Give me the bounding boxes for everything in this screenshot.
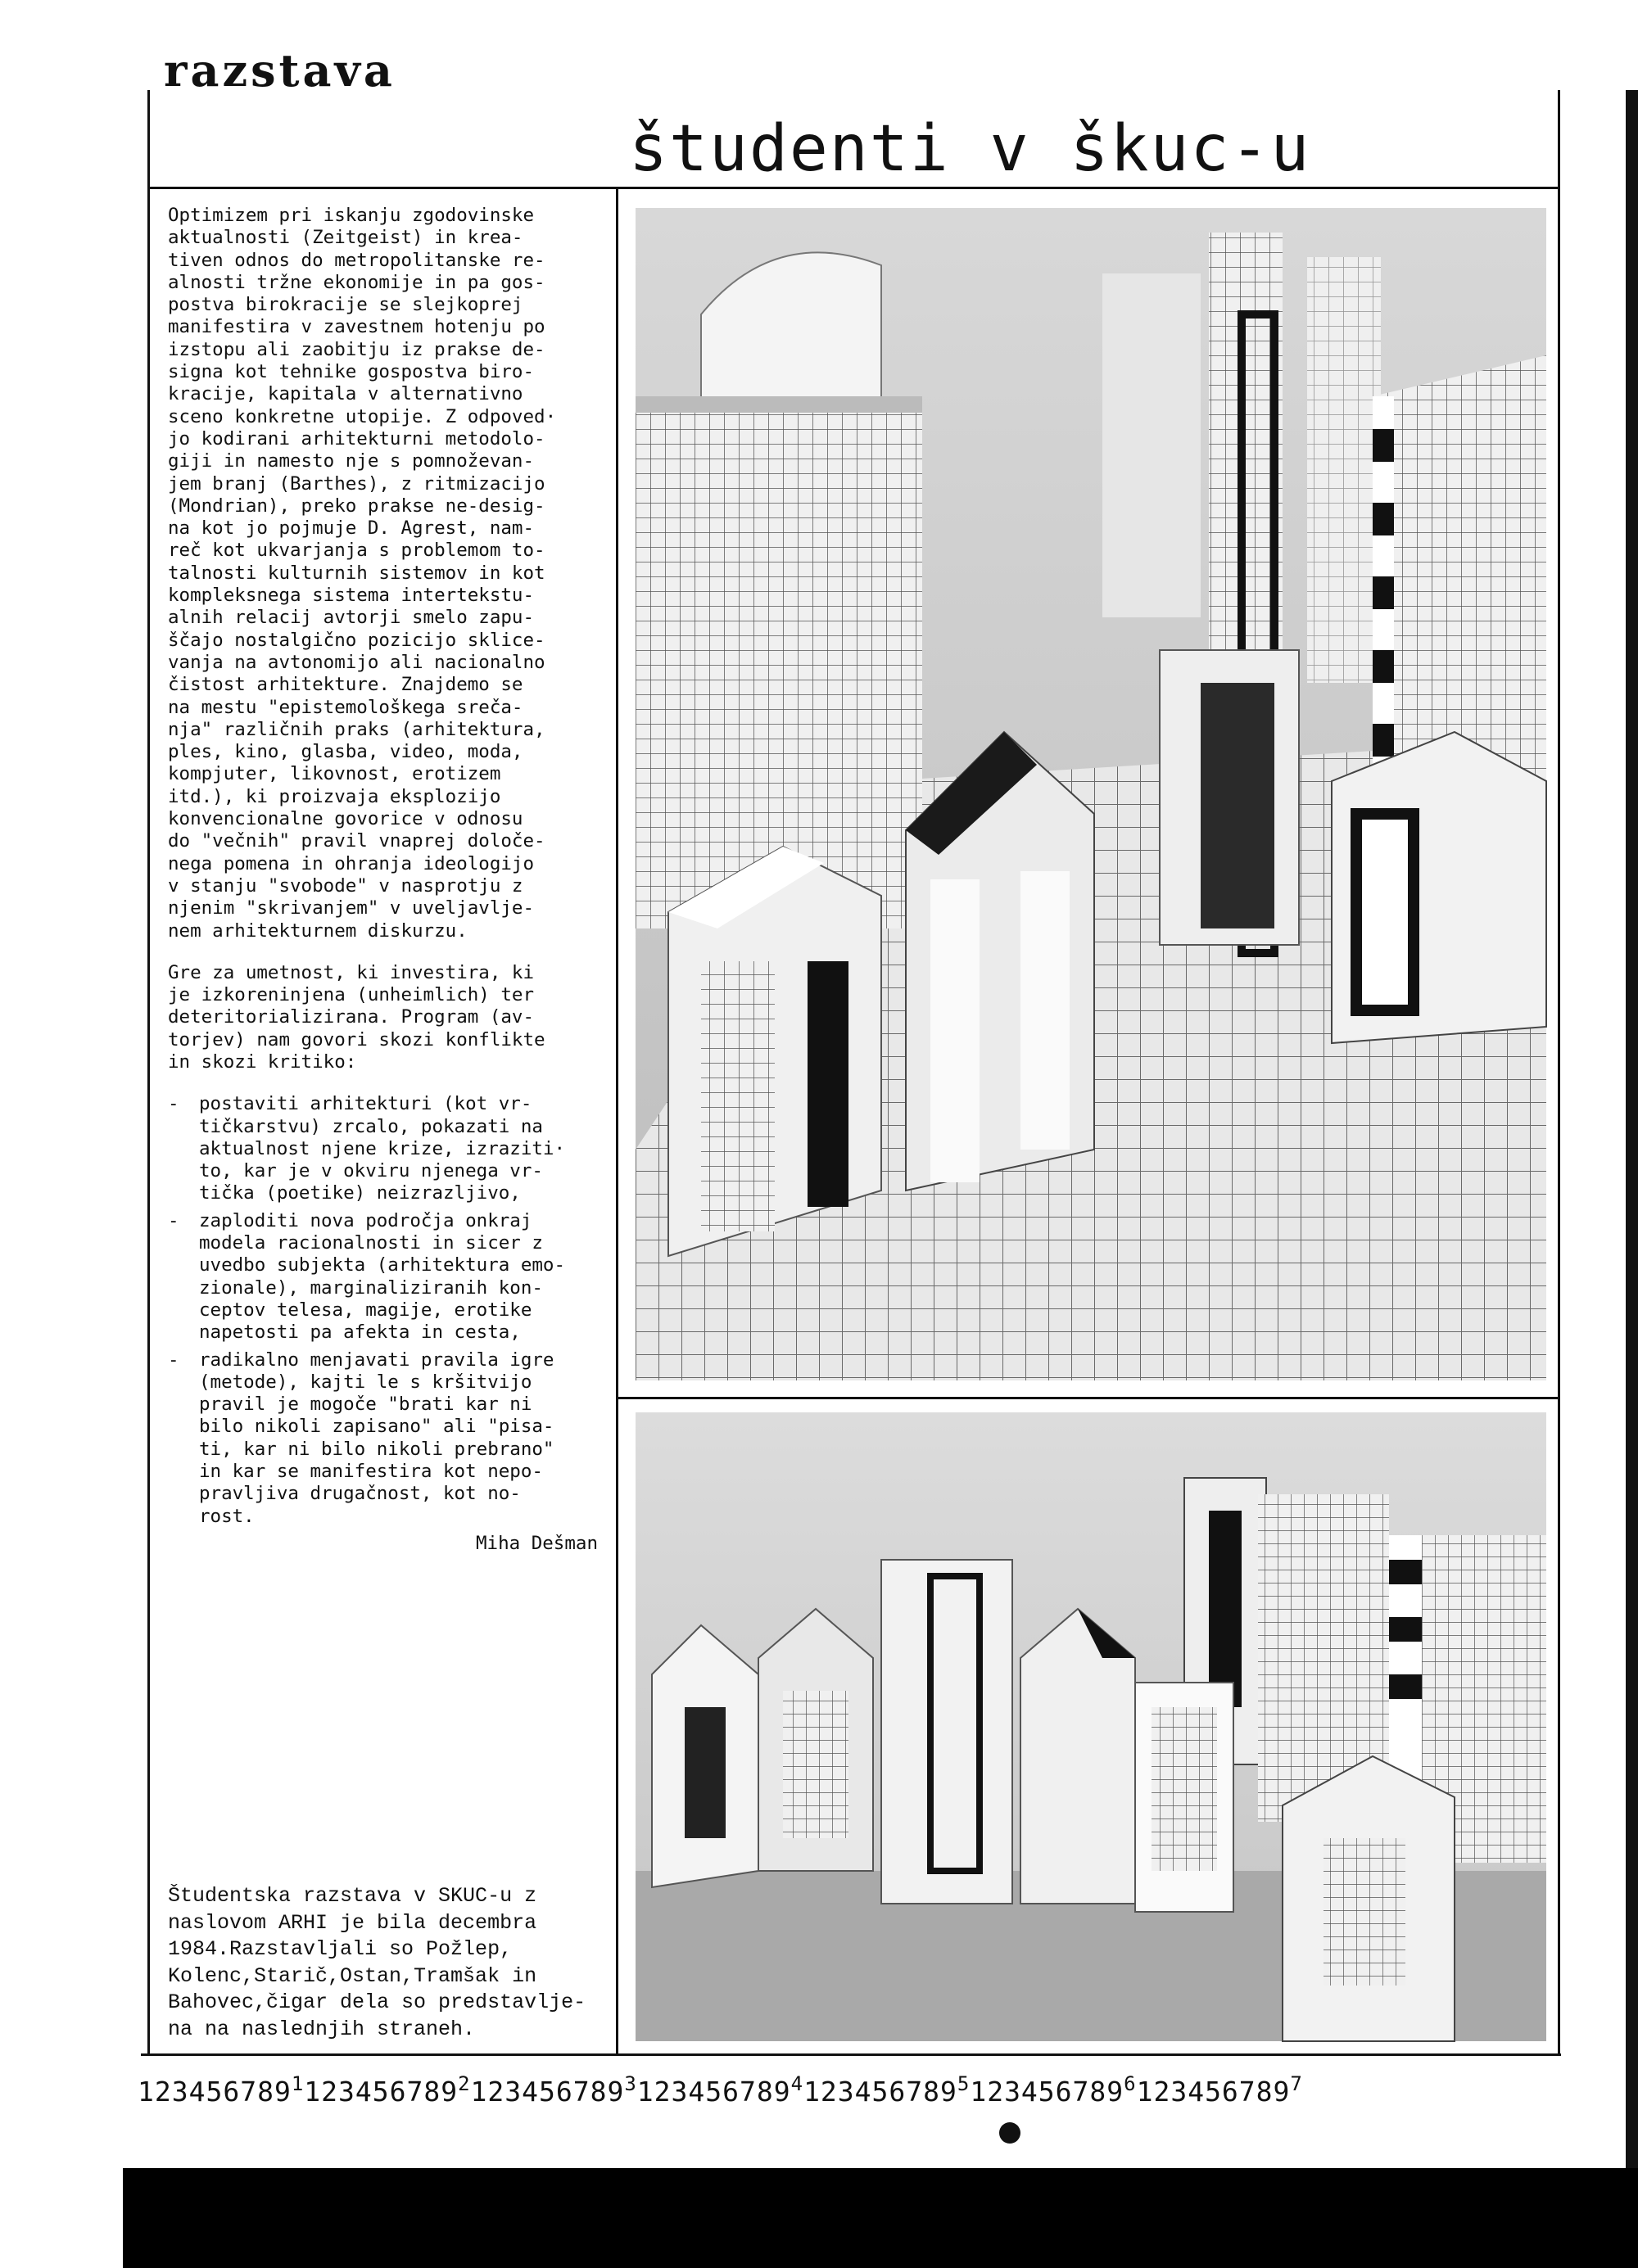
text-line: napetosti pa afekta in cesta, [199,1321,521,1344]
text-line: rost. [199,1505,255,1527]
text-line: manifestira v zavestnem hotenju po [168,316,545,338]
text-line: 1984.Razstavljali so Požlep, [168,1937,513,1962]
ruler-marker: 7 [1290,2072,1303,2095]
text-line: radikalno menjavati pravila igre [199,1349,554,1371]
photo-architecture-models-bottom [636,1412,1546,2041]
text-line: to, kar je v okviru njenega vr- [199,1160,543,1182]
ruler-marker: 5 [957,2072,971,2095]
text-line: je izkoreninjena (unheimlich) ter [168,984,535,1006]
text-line: talnosti kulturnih sistemov in kot [168,562,545,584]
paragraph-2 [168,962,614,1073]
text-line: na mestu "epistemološkega sreča- [168,696,523,718]
text-line: tička (poetike) neizrazljivo, [199,1182,521,1204]
section-label: razstava [164,44,396,97]
text-line: torjev) nam govori skozi konflikte [168,1028,545,1050]
text-line: postaviti arhitekturi (kot vr- [199,1093,532,1115]
text-line: (Mondrian), preko prakse ne-desig- [168,495,545,517]
ruler-digits: 123456789 [304,2076,459,2108]
frame-left-rule [147,90,150,2055]
ruler-digits: 123456789 [1136,2076,1291,2108]
title-rule [147,187,1560,189]
text-line: ti, kar ni bilo nikoli prebrano" [199,1438,554,1460]
registration-dot [999,2122,1020,2144]
text-line: nem arhitekturnem diskurzu. [168,919,468,942]
text-line: (metode), kajti le s kršitvijo [199,1371,532,1393]
text-line: na kot jo pojmuje D. Agrest, nam- [168,517,535,540]
column-divider [616,187,618,2055]
text-line: tiven odnos do metropolitanske re- [168,249,545,271]
typewriter-ruler [138,2072,1303,2108]
text-line: naslovom ARHI je bila decembra [168,1910,537,1935]
text-line: sceno konkretne utopije. Z odpoved· [168,405,557,427]
text-line: pravil je mogoče "brati kar ni [199,1394,532,1416]
text-line: Bahovec,čigar dela so predstavlje- [168,1990,586,2015]
text-line: Gre za umetnost, ki investira, ki [168,961,535,983]
ruler-digits: 123456789 [970,2076,1124,2108]
photo-divider [616,1397,1560,1399]
text-line: in kar se manifestira kot nepo- [199,1461,543,1483]
text-line: Študentska razstava v SKUC-u z [168,1884,537,1908]
text-line: na na naslednjih straneh. [168,2017,476,2041]
ruler-digits: 123456789 [470,2076,625,2108]
text-line: aktualnost njene krize, izraziti· [199,1137,566,1159]
page-title: študenti v škuc-u [629,112,1311,186]
text-line: pravljiva drugačnost, kot no- [199,1483,521,1505]
text-line: signa kot tehnike gospostva biro- [168,361,535,383]
text-line: zaploditi nova področja onkraj [199,1209,532,1231]
text-line: reč kot ukvarjanja s problemom to- [168,540,545,562]
text-line: bilo nikoli zapisano" ali "pisa- [199,1416,554,1438]
exhibition-caption [168,1883,614,2044]
text-line: kompleksnega sistema intertekstu- [168,585,535,607]
text-line: jem branj (Barthes), z ritmizacijo [168,472,545,495]
paragraph-1 [168,205,614,942]
list-item [168,1349,614,1528]
ruler-marker: 2 [458,2072,471,2095]
text-line: Optimizem pri iskanju zgodovinske [168,205,535,226]
text-line: kompjuter, likovnost, erotizem [168,763,501,785]
text-line: izstopu ali zaobitju iz prakse de- [168,338,545,360]
text-line: alnosti tržne ekonomije in pa gos- [168,271,545,293]
text-line: in skozi kritiko: [168,1050,357,1073]
list-dash: - [168,1093,179,1115]
text-line: ceptov telesa, magije, erotike [199,1299,532,1321]
list-item [168,1093,614,1204]
ruler-marker: 4 [790,2072,804,2095]
text-line: v stanju "svobode" v nasprotju z [168,874,523,897]
text-line: giji in namesto nje s pomnoževan- [168,450,535,472]
text-line: itd.), ki proizvaja eksplozijo [168,785,501,807]
program-list [168,1093,614,1528]
ruler-marker: 3 [624,2072,637,2095]
text-line: nja" različnih praks (arhitektura, [168,718,545,740]
ruler-digits: 123456789 [636,2076,791,2108]
page-edge-shadow [1626,90,1638,2170]
list-dash: - [168,1349,179,1371]
list-dash: - [168,1209,179,1231]
text-line: Kolenc,Starič,Ostan,Tramšak in [168,1963,537,1988]
ruler-digits: 123456789 [138,2076,292,2108]
text-line: uvedbo subjekta (arhitektura emo- [199,1254,566,1276]
text-line: aktualnosti (Zeitgeist) in krea- [168,227,523,249]
scan-bottom-band [123,2168,1638,2268]
frame-right-rule [1558,90,1560,2055]
text-line: čistost arhitekture. Znajdemo se [168,674,523,696]
text-line: kracije, kapitala v alternativno [168,383,523,405]
text-line: postva birokracije se slejkoprej [168,294,523,316]
text-line: do "večnih" pravil vnaprej določe- [168,830,545,852]
text-line: nega pomena in ohranja ideologijo [168,852,535,874]
text-line: jo kodirani arhitekturni metodolo- [168,427,545,450]
text-line: modela racionalnosti in sicer z [199,1232,543,1254]
text-line: deteritorializirana. Program (av- [168,1006,535,1028]
text-line: alnih relacij avtorji smelo zapu- [168,607,535,629]
ruler-marker: 1 [291,2072,305,2095]
ruler-digits: 123456789 [803,2076,957,2108]
frame-bottom-rule [141,2053,1561,2056]
list-item [168,1210,614,1344]
text-line: zionale), marginaliziranih kon- [199,1276,543,1299]
text-line: ples, kino, glasba, video, moda, [168,741,523,763]
author-signature: Miha Dešman [475,1532,598,1554]
text-line: njenim "skrivanjem" v uveljavlje- [168,897,535,919]
text-line: ščajo nostalgično pozicijo sklice- [168,629,545,651]
article-body [168,205,614,1555]
text-line: vanja na avtonomijo ali nacionalno [168,651,545,673]
ruler-marker: 6 [1124,2072,1137,2095]
photo-architecture-models-top [636,208,1546,1380]
text-line: tičkarstvu) zrcalo, pokazati na [199,1115,543,1137]
text-line: konvencionalne govorice v odnosu [168,808,523,830]
